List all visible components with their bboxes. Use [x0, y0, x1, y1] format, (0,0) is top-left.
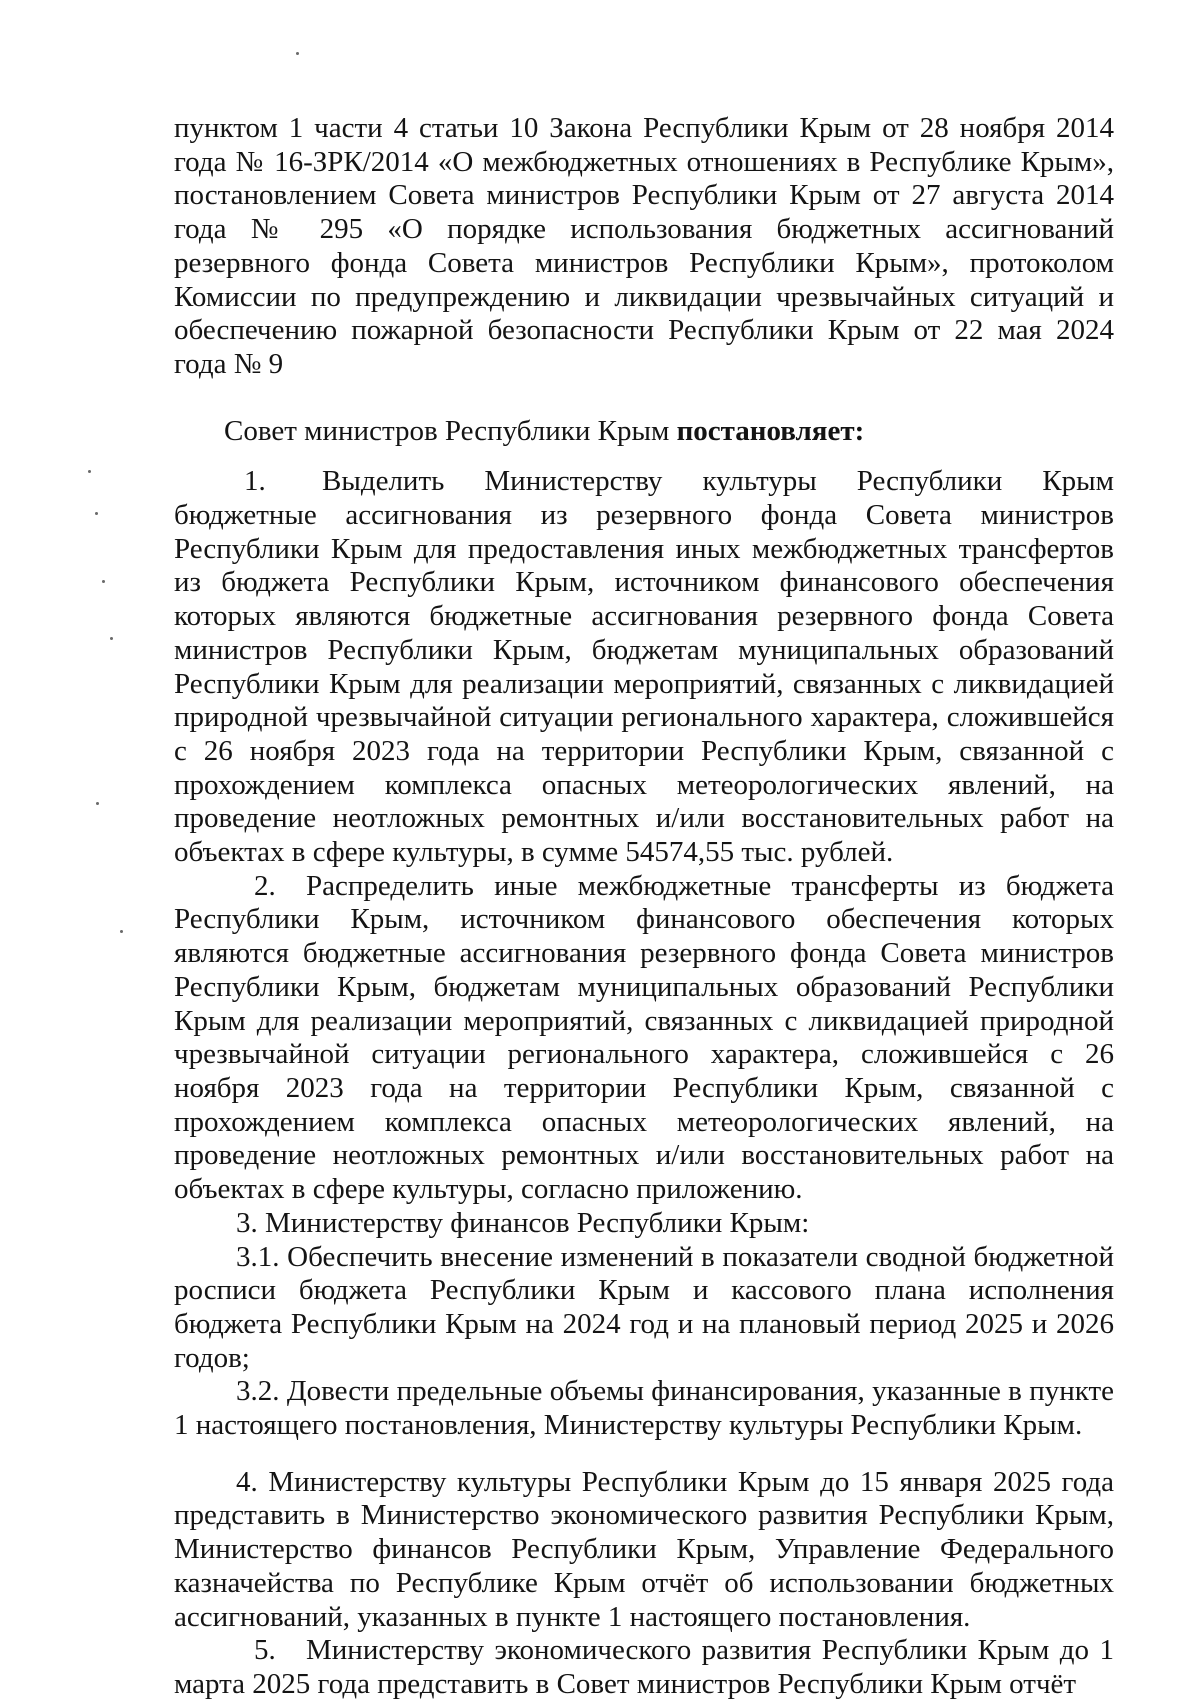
document-body [174, 112, 1114, 1702]
item-5-number: 5. [254, 1634, 276, 1667]
resolution-keyword: постановляет: [676, 414, 865, 447]
item-4-paragraph: 4. Министерству культуры Республики Крым до 15 января 2025 года представить в Министерство экономического развития Республики Крым, Министерство финансов Республики Крым, Управление Федерального казначейства по Республике Крым отчёт об использовании бюджетных ассигнований, указанных в пункте 1 настоящего постановления. [174, 1465, 1114, 1633]
item-2-paragraph [174, 870, 1114, 1207]
scan-speck [96, 802, 99, 805]
item-1-paragraph [174, 465, 1114, 869]
item-5-text: Министерству экономического развития Республики Крым до 1 марта 2025 года представить в Совет министров Республики Крым отчёт [174, 1634, 1114, 1700]
scan-speck [102, 580, 105, 583]
item-3-2-paragraph: 3.2. Довести предельные объемы финансирования, указанные в пункте 1 настоящего постановления, Министерству культуры Республики Крым. [174, 1375, 1114, 1442]
scan-speck [296, 52, 299, 55]
item-2-number: 2. [254, 869, 276, 902]
resolution-line [174, 415, 1114, 449]
item-2-text: Распределить иные межбюджетные трансферты из бюджета Республики Крым, источником финансового обеспечения которых являются бюджетные ассигнования резервного фонда Совета министров Республики Крым, бюджетам муниципальных образований Республики Крым для реализации мероприятий, связанных с ликвидацией природной чрезвычайной ситуации регионального характера, сложившейся с 26 ноября 2023 года на территории Республики Крым, связанной с прохождением комплекса опасных метеорологических явлений, на проведение неотложных ремонтных и/или восстановительных работ на объектах в сфере культуры, согласно приложению. [174, 869, 1114, 1206]
preamble-paragraph: пунктом 1 части 4 статьи 10 Закона Республики Крым от 28 ноября 2014 года № 16-ЗРК/2014 «О межбюджетных отношениях в Республике Крым», постановлением Совета министров Республики Крым от 27 августа 2014 года № 295 «О порядке использования бюджетных ассигнований резервного фонда Совета министров Республики Крым», протоколом Комиссии по предупреждению и ликвидации чрезвычайных ситуаций и обеспечению пожарной безопасности Республики Крым от 22 мая 2024 года № 9 [174, 112, 1114, 380]
item-3-paragraph: 3. Министерству финансов Республики Крым: [236, 1206, 810, 1239]
scan-speck [120, 930, 123, 933]
item-3-1-paragraph: 3.1. Обеспечить внесение изменений в показатели сводной бюджетной росписи бюджета Республики Крым и кассового плана исполнения бюджета Республики Крым на 2024 год и на плановый период 2025 и 2026 годов; [174, 1240, 1114, 1374]
item-1-text: Выделить Министерству культуры Республики Крым бюджетные ассигнования из резервного фонда Совета министров Республики Крым для предоставления иных межбюджетных трансфертов из бюджета Республики Крым, источником финансового обеспечения которых являются бюджетные ассигнования резервного фонда Совета министров Республики Крым, бюджетам муниципальных образований Республики Крым для реализации мероприятий, связанных с ликвидацией природной чрезвычайной ситуации регионального характера, сложившейся с 26 ноября 2023 года на территории Республики Крым, связанной с прохождением комплекса опасных метеорологических явлений, на проведение неотложных ремонтных и/или восстановительных работ на объектах в сфере культуры, в сумме 54574,55 тыс. рублей. [174, 465, 1114, 869]
resolution-intro: Совет министров Республики Крым [224, 414, 677, 447]
item-1-number: 1. [244, 465, 266, 498]
scan-speck [88, 470, 91, 473]
scan-speck [110, 637, 113, 640]
scan-speck [95, 512, 98, 515]
item-5-paragraph [174, 1634, 1114, 1701]
